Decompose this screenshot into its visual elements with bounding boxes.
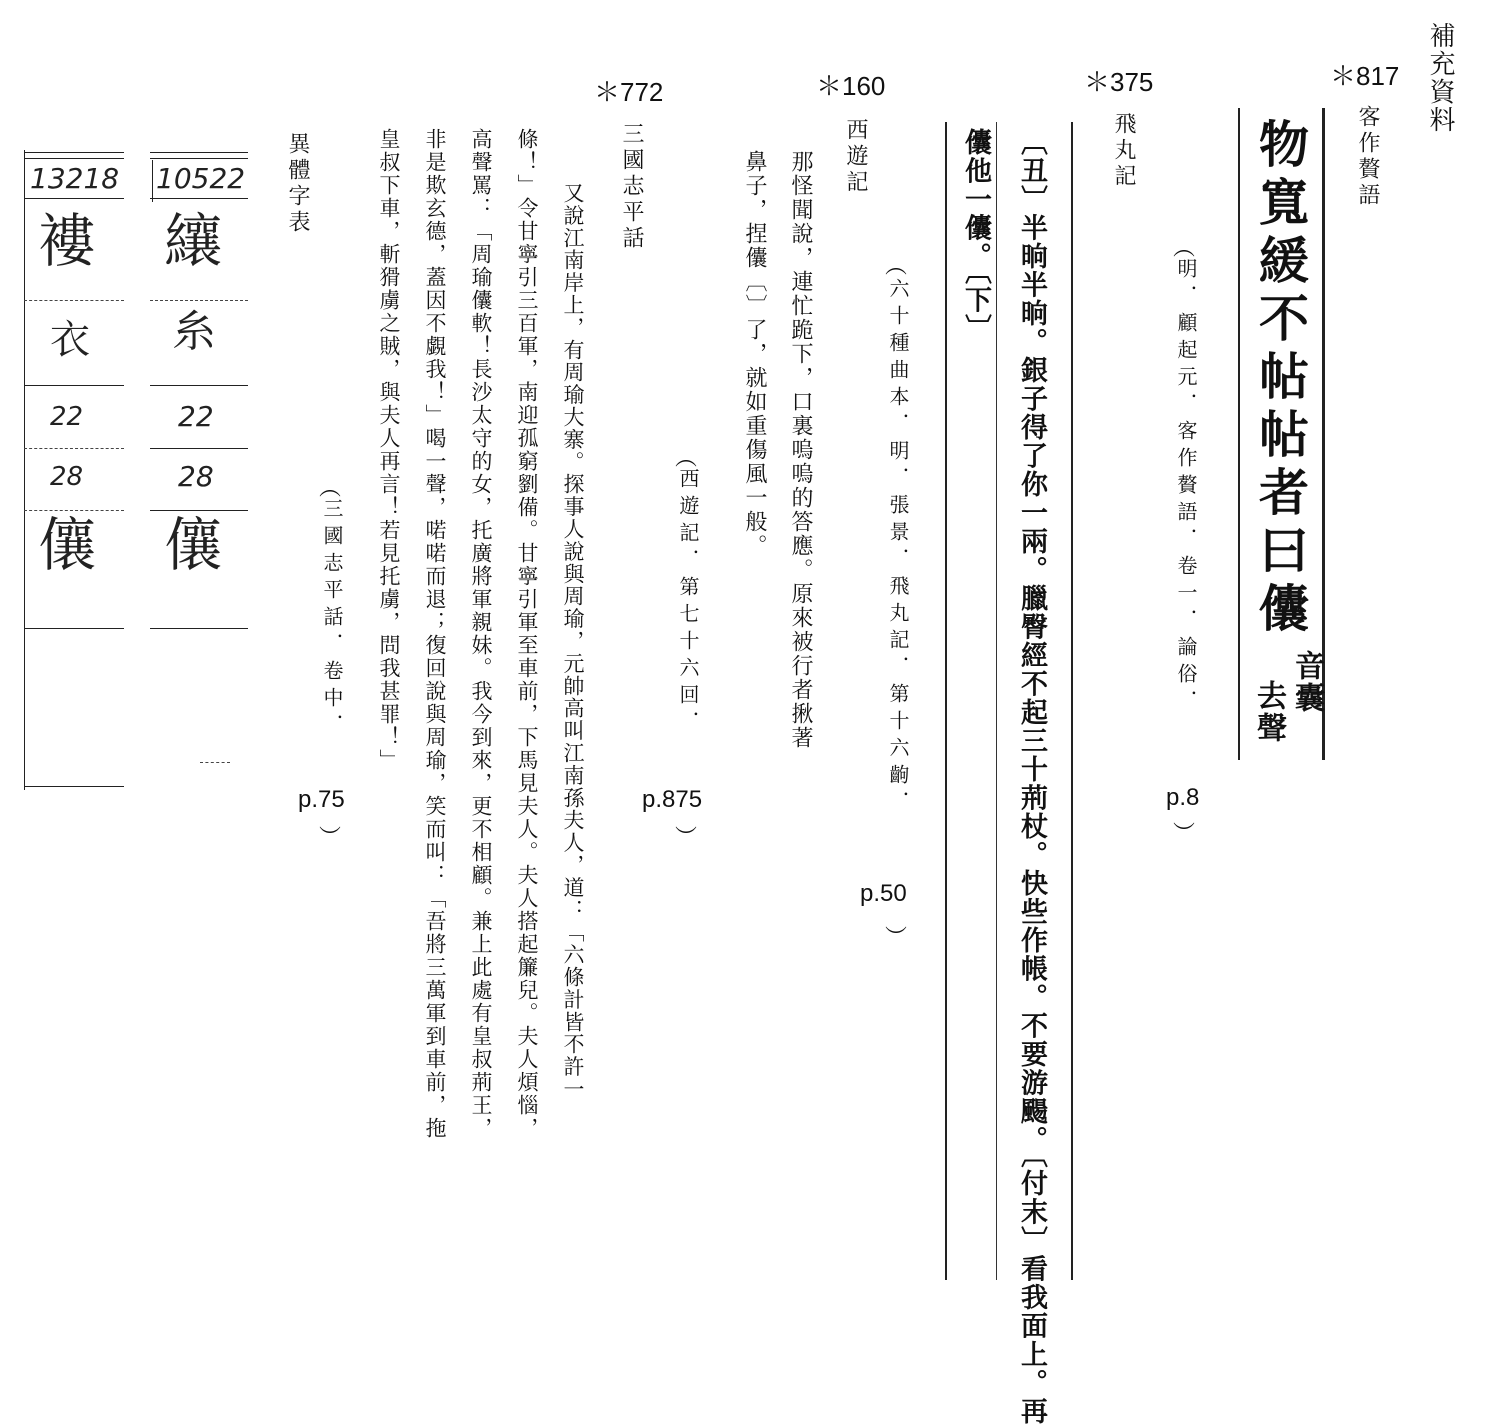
- entry-line2-375: 儾他一儾。〔下〕: [960, 128, 991, 343]
- entry-note-bottom-817: 去聲: [1251, 680, 1286, 744]
- entry-number-772: ＊772: [594, 77, 664, 107]
- card-character: 褸: [38, 207, 97, 275]
- entry-citation-160: 西遊記．第七十六回．: [676, 468, 700, 738]
- citation-open-paren-160: ︵: [674, 446, 697, 471]
- entry-line5-772: 皇叔下車，斬猾虜之賊，與夫人再言！若見托虜，問我甚罪！」: [377, 128, 401, 772]
- entry-box-375-inner: [996, 122, 997, 1280]
- citation-open-paren-772: ︵: [318, 476, 341, 501]
- entry-number-375: ＊375: [1084, 67, 1154, 97]
- entry-source-title-772: 三國志平話: [619, 122, 644, 252]
- entry-line3-772: 高聲罵：「周瑜儾軟！長沙太守的女，托廣將軍親妹。我今到來，更不相顧。兼上此處有皇叔荊王，: [469, 128, 493, 1140]
- entry-boxed-text-817: 物寬緩不帖帖者曰儾: [1251, 118, 1310, 640]
- entry-line1-772: 又說江南岸上，有周瑜大寨。探事人說與周瑜，元帥高叫江南孫夫人，道：「六條計皆不許一: [561, 182, 585, 1101]
- entry-source-title-375: 飛丸記: [1111, 112, 1136, 190]
- citation-close-paren-160: ︶: [674, 826, 697, 851]
- entry-line2-160: 鼻子，捏儾〔〕了，就如重傷風一般。: [742, 150, 767, 558]
- card-variant: 儴: [38, 511, 97, 579]
- entry-number-817: ＊817: [1330, 61, 1400, 91]
- card-stroke-a: 22: [50, 402, 84, 432]
- card-stroke-b: 28: [178, 460, 214, 493]
- entry-source-title-817: 客作贅語: [1355, 105, 1380, 209]
- supplementary-header: 補充資料: [1425, 22, 1455, 134]
- citation-open-paren-375: ︵: [884, 254, 907, 279]
- variant-table-label: 異體字表: [285, 132, 310, 236]
- card-radical: 衣: [50, 317, 90, 363]
- entry-source-title-160: 西遊記: [843, 118, 868, 196]
- entry-line1-375: 〔丑〕半晌半晌。銀子得了你一兩。臘臀經不起三十荊杖。快些作帳。不要游颺。〔付末〕看我面上。再: [1016, 128, 1047, 1426]
- card-stroke-b: 28: [50, 462, 84, 492]
- card-variant: 儴: [164, 511, 223, 579]
- entry-number-160: ＊160: [816, 71, 886, 101]
- citation-open-paren-817: ︵: [1172, 236, 1195, 261]
- variant-card-10522: [150, 150, 250, 790]
- entry-citation-772: 三國志平話．卷中．: [320, 498, 344, 741]
- card-character: 纕: [164, 207, 223, 275]
- entry-page-772: p.75: [298, 786, 345, 813]
- entry-line2-772: 條！」令甘寧引三百軍，南迎孤窮劉備。甘寧引軍至車前，下馬見夫人。夫人搭起簾兒。夫人煩惱，: [515, 128, 539, 1140]
- entry-page-375: p.50: [860, 880, 907, 907]
- entry-citation-375: 六十種曲本．明．張景．飛丸記．第十六齣．: [886, 278, 910, 818]
- variant-card-13218: [20, 150, 124, 790]
- entry-citation-817: 明．顧起元．客作贅語．卷一．論俗．: [1174, 258, 1198, 717]
- citation-close-paren-772: ︶: [318, 826, 341, 851]
- card-stroke-a: 22: [178, 400, 214, 433]
- citation-close-paren-817: ︶: [1172, 822, 1195, 847]
- entry-line4-772: 非是欺玄德，蓋因不覷我！」喝一聲，喏喏而退；復回說與周瑜，笑而叫：「吾將三萬軍到車前，拖: [423, 128, 447, 1140]
- entry-line1-160: 那怪聞說，連忙跪下，口裏嗚嗚的答應。原來被行者揪著: [788, 150, 813, 750]
- citation-close-paren-375: ︶: [884, 926, 907, 951]
- entry-note-top-817: 音囊: [1289, 650, 1324, 714]
- entry-page-817: p.8: [1166, 784, 1200, 811]
- card-id-number: 10522: [156, 162, 246, 195]
- card-id-number: 13218: [30, 162, 120, 195]
- entry-page-160: p.875: [642, 786, 703, 813]
- card-radical: 糸: [172, 306, 216, 357]
